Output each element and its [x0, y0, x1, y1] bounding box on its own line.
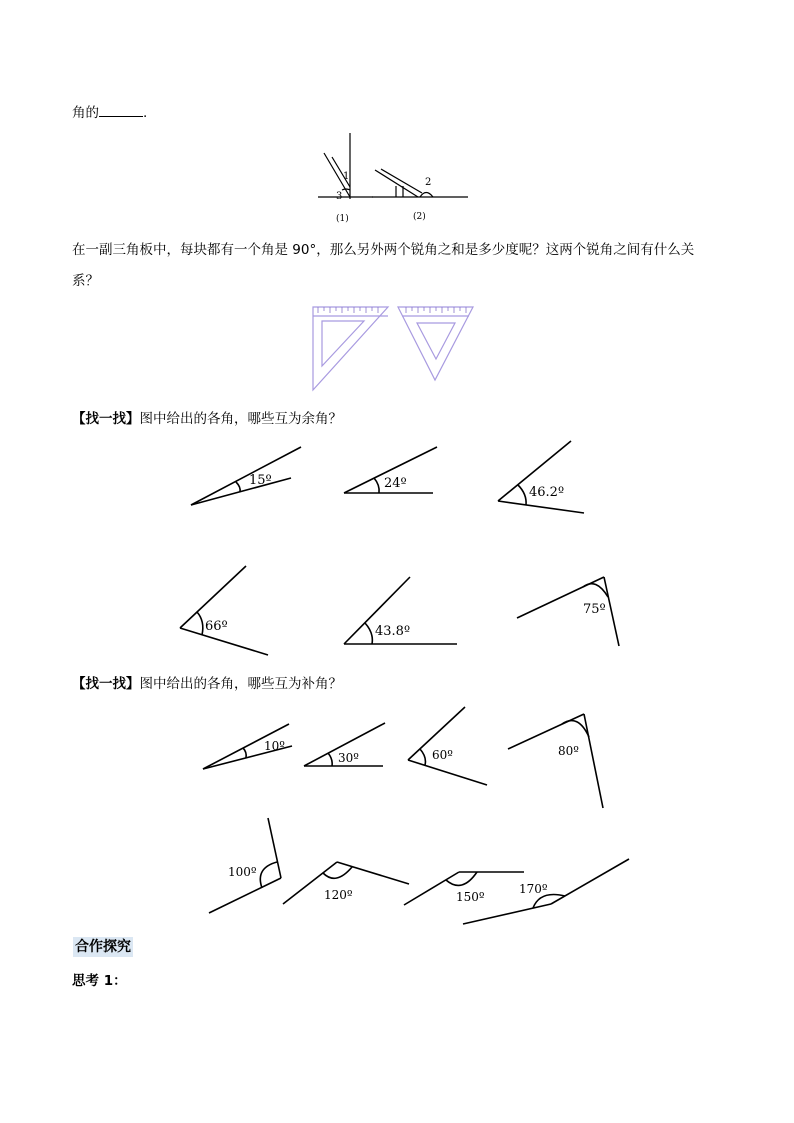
answer-blank[interactable]: [99, 103, 143, 117]
angle-150: [404, 872, 524, 905]
caption-1: (1): [336, 214, 349, 224]
find-text: 图中给出的各角，哪些互为补角？: [139, 676, 342, 692]
question-line-1: 在一副三角板中，每块都有一个角是 90°，那么另外两个锐角之和是多少度呢？这两个锐角之间有什么关: [72, 242, 695, 258]
think-1-label: 思考 1：: [72, 973, 127, 989]
intro-prefix: 角的: [72, 105, 99, 121]
angle-label: 100º: [228, 865, 257, 879]
caption-2: (2): [413, 212, 426, 222]
intro-line: [72, 103, 147, 123]
angle-66: [180, 566, 268, 655]
angle-label: 150º: [456, 890, 485, 904]
angle-label: 80º: [558, 744, 579, 758]
set-square-30-60: [398, 307, 473, 380]
find-text: 图中给出的各角，哪些互为余角？: [139, 411, 342, 427]
angle-label: 43.8º: [375, 624, 411, 639]
angle-label: 15º: [249, 473, 272, 488]
angle-80: [508, 714, 603, 808]
angle-60: [408, 707, 487, 785]
angle-label: 66º: [205, 619, 228, 634]
angle-label: 30º: [338, 751, 359, 765]
intro-suffix: .: [143, 105, 148, 121]
angle-10: [203, 724, 292, 769]
angle-15: [191, 447, 301, 505]
angle-24: [344, 447, 437, 493]
angle-label: 46.2º: [529, 485, 565, 500]
angle-100: [209, 818, 281, 913]
angle-46-2: [498, 441, 584, 513]
find-label: 【找一找】: [72, 676, 140, 692]
angle-170: [463, 859, 629, 924]
angle-30: [304, 723, 385, 766]
question-line-2: 系？: [72, 273, 99, 289]
angle-label: 60º: [432, 748, 453, 762]
section-title: 合作探究: [75, 939, 131, 955]
find-label: 【找一找】: [72, 411, 140, 427]
find-supplementary-heading: [72, 674, 342, 694]
angle-label: 24º: [384, 476, 407, 491]
angle-label: 75º: [583, 602, 606, 617]
find-complementary-heading: [72, 409, 342, 429]
angle-label-3: 3: [336, 191, 343, 202]
angle-75: [517, 577, 619, 646]
angle-label-1: 1: [343, 171, 350, 182]
set-square-45: [313, 307, 388, 390]
angle-label: 170º: [519, 882, 548, 896]
angle-43-8: [344, 577, 457, 644]
angle-120: [283, 862, 409, 904]
angle-label-2: 2: [425, 177, 432, 188]
angle-label: 120º: [324, 888, 353, 902]
angle-label: 10º: [264, 739, 285, 753]
